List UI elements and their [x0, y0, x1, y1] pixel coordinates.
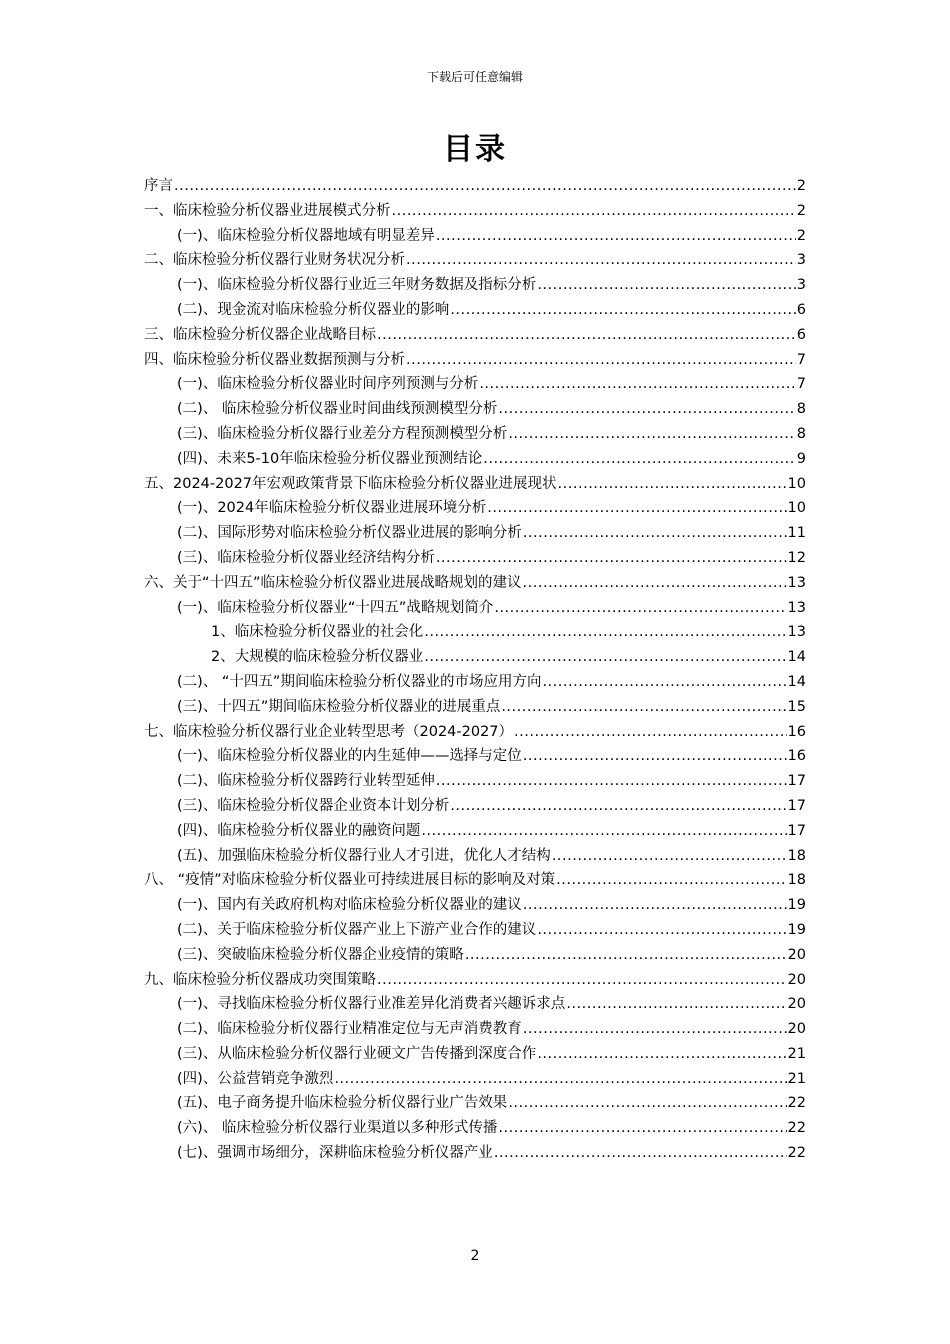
toc-entry-page: 20	[787, 946, 806, 963]
toc-entry-text: (二)、 临床检验分析仪器业时间曲线预测模型分析	[177, 401, 498, 418]
toc-dot-leader	[498, 397, 795, 422]
toc-entry-text: (四)、公益营销竞争激烈	[177, 1070, 334, 1087]
toc-entry-page: 12	[787, 549, 806, 566]
toc-dot-leader	[523, 521, 787, 546]
toc-dot-leader	[537, 1042, 786, 1067]
toc-dot-leader	[479, 372, 795, 397]
toc-entry[interactable]	[144, 943, 806, 968]
toc-entry-text: 1、临床检验分析仪器业的社会化	[211, 624, 424, 641]
toc-entry-text: (二)、国际形势对临床检验分析仪器业进展的影响分析	[177, 525, 522, 542]
toc-dot-leader	[537, 273, 795, 298]
toc-entry-text: (二)、临床检验分析仪器跨行业转型延伸	[177, 773, 435, 790]
toc-entry-text: 五、2024-2027年宏观政策背景下临床检验分析仪器业进展现状	[144, 475, 557, 492]
toc-entry[interactable]	[144, 348, 806, 373]
toc-dot-leader	[501, 695, 786, 720]
toc-entry-text: (三)、临床检验分析仪器业经济结构分析	[177, 549, 435, 566]
toc-dot-leader	[450, 298, 795, 323]
toc-entry-page: 18	[787, 847, 806, 864]
toc-dot-leader	[436, 546, 787, 571]
toc-dot-leader	[334, 1067, 786, 1092]
table-of-contents	[144, 174, 806, 1166]
toc-dot-leader	[392, 199, 796, 224]
toc-title: 目录	[443, 132, 507, 167]
toc-entry-page: 2	[796, 178, 806, 194]
toc-entry-page: 16	[787, 748, 806, 765]
toc-dot-leader	[406, 348, 796, 373]
toc-entry-page: 17	[787, 773, 806, 790]
toc-entry[interactable]	[144, 447, 806, 472]
toc-dot-leader	[424, 620, 786, 645]
toc-dot-leader	[494, 596, 786, 621]
toc-entry[interactable]	[144, 819, 806, 844]
toc-dot-leader	[542, 670, 786, 695]
toc-entry[interactable]	[144, 744, 806, 769]
toc-entry-text: (五)、加强临床检验分析仪器行业人才引进，优化人才结构	[177, 847, 551, 864]
toc-entry-text: 八、 “疫情”对临床检验分析仪器业可持续进展目标的影响及对策	[144, 872, 556, 889]
toc-dot-leader	[566, 992, 786, 1017]
toc-entry[interactable]	[144, 521, 806, 546]
page-header: 下载后可任意编辑	[426, 70, 523, 84]
toc-entry-page: 3	[796, 277, 806, 294]
toc-entry-text: (二)、关于临床检验分析仪器产业上下游产业合作的建议	[177, 921, 537, 938]
toc-entry-text: 一、临床检验分析仪器业进展模式分析	[144, 202, 391, 219]
toc-entry-page: 14	[787, 673, 806, 690]
toc-dot-leader	[483, 447, 796, 472]
toc-entry-text: (一)、临床检验分析仪器行业近三年财务数据及指标分析	[177, 277, 537, 294]
toc-entry-page: 6	[796, 301, 806, 318]
toc-entry-text: 六、关于“十四五”临床检验分析仪器业进展战略规划的建议	[144, 574, 522, 591]
toc-entry-text: (二)、现金流对临床检验分析仪器业的影响	[177, 301, 450, 318]
toc-entry-text: (七)、强调市场细分，深耕临床检验分析仪器产业	[177, 1145, 493, 1162]
toc-entry-text: 四、临床检验分析仪器业数据预测与分析	[144, 351, 405, 368]
toc-entry-page: 7	[796, 351, 806, 368]
toc-entry[interactable]	[144, 1067, 806, 1092]
toc-entry[interactable]	[144, 496, 806, 521]
toc-entry[interactable]	[144, 968, 806, 993]
toc-entry[interactable]	[144, 794, 806, 819]
toc-entry[interactable]	[144, 1141, 806, 1166]
toc-entry-page: 8	[796, 401, 806, 418]
toc-entry-page: 22	[787, 1120, 806, 1137]
toc-entry-text: (四)、未来5-10年临床检验分析仪器业预测结论	[177, 450, 483, 467]
toc-entry[interactable]	[144, 1091, 806, 1116]
toc-entry-page: 15	[787, 698, 806, 715]
toc-entry-text: (五)、电子商务提升临床检验分析仪器行业广告效果	[177, 1095, 508, 1112]
toc-dot-leader	[514, 720, 787, 745]
toc-dot-leader	[523, 571, 787, 596]
toc-entry-page: 17	[787, 797, 806, 814]
toc-entry[interactable]	[144, 670, 806, 695]
toc-entry[interactable]	[144, 1116, 806, 1141]
toc-entry-page: 20	[787, 996, 806, 1013]
toc-entry[interactable]	[144, 472, 806, 497]
toc-dot-leader	[487, 496, 786, 521]
toc-entry-text: (一)、临床检验分析仪器业“十四五”战略规划简介	[177, 599, 494, 616]
toc-dot-leader	[465, 943, 787, 968]
toc-entry-text: 三、临床检验分析仪器企业战略目标	[144, 326, 376, 343]
toc-entry[interactable]	[144, 422, 806, 447]
toc-entry-page: 2	[796, 202, 806, 219]
toc-entry-text: (三)、突破临床检验分析仪器企业疫情的策略	[177, 946, 464, 963]
toc-dot-leader	[406, 248, 796, 273]
toc-entry-text: 序言	[144, 178, 173, 194]
toc-entry-text: (六)、 临床检验分析仪器行业渠道以多种形式传播	[177, 1120, 498, 1137]
toc-entry-text: (三)、从临床检验分析仪器行业硬文广告传播到深度合作	[177, 1045, 537, 1062]
toc-entry-text: (一)、临床检验分析仪器地域有明显差异	[177, 227, 435, 244]
toc-entry[interactable]	[144, 199, 806, 224]
toc-entry-text: (一)、2024年临床检验分析仪器业进展环境分析	[177, 500, 487, 517]
toc-dot-leader	[523, 1017, 787, 1042]
toc-entry[interactable]	[144, 224, 806, 249]
toc-entry-page: 6	[796, 326, 806, 343]
toc-entry-page: 8	[796, 425, 806, 442]
toc-entry-text: (三)、临床检验分析仪器企业资本计划分析	[177, 797, 450, 814]
toc-entry[interactable]	[144, 918, 806, 943]
toc-dot-leader	[558, 472, 787, 497]
toc-entry-text: (一)、寻找临床检验分析仪器行业准差异化消费者兴趣诉求点	[177, 996, 566, 1013]
toc-entry-text: (三)、临床检验分析仪器行业差分方程预测模型分析	[177, 425, 508, 442]
toc-dot-leader	[377, 323, 796, 348]
toc-entry[interactable]	[144, 893, 806, 918]
toc-entry[interactable]	[144, 596, 806, 621]
toc-entry-page: 18	[787, 872, 806, 889]
toc-entry-page: 14	[787, 649, 806, 666]
toc-entry[interactable]	[144, 720, 806, 745]
toc-entry[interactable]	[144, 323, 806, 348]
toc-entry[interactable]	[144, 1017, 806, 1042]
toc-entry-text: (一)、临床检验分析仪器业时间序列预测与分析	[177, 376, 479, 393]
toc-entry[interactable]	[144, 571, 806, 596]
toc-entry[interactable]	[144, 620, 806, 645]
toc-entry-text: 七、临床检验分析仪器行业企业转型思考（2024-2027）	[144, 723, 514, 740]
toc-entry-page: 17	[787, 822, 806, 839]
toc-entry[interactable]	[144, 372, 806, 397]
toc-dot-leader	[508, 422, 795, 447]
toc-entry[interactable]	[144, 992, 806, 1017]
toc-dot-leader	[523, 744, 787, 769]
toc-dot-leader	[494, 1141, 787, 1166]
toc-entry-page: 13	[787, 624, 806, 641]
toc-entry-text: (一)、国内有关政府机构对临床检验分析仪器业的建议	[177, 897, 522, 914]
toc-dot-leader	[450, 794, 786, 819]
toc-entry[interactable]	[144, 695, 806, 720]
toc-entry[interactable]	[144, 248, 806, 273]
toc-entry[interactable]	[144, 546, 806, 571]
toc-entry-page: 11	[787, 525, 806, 542]
toc-entry-text: (二)、临床检验分析仪器行业精准定位与无声消费教育	[177, 1021, 522, 1038]
toc-dot-leader	[421, 819, 786, 844]
toc-dot-leader	[377, 968, 787, 993]
toc-entry-page: 20	[787, 971, 806, 988]
toc-entry-page: 2	[796, 227, 806, 244]
toc-entry-page: 22	[787, 1145, 806, 1162]
toc-entry-text: (四)、临床检验分析仪器业的融资问题	[177, 822, 421, 839]
toc-entry-text: (一)、临床检验分析仪器业的内生延伸——选择与定位	[177, 748, 522, 765]
toc-entry-page: 22	[787, 1095, 806, 1112]
toc-dot-leader	[424, 645, 786, 670]
toc-entry-text: 九、临床检验分析仪器成功突围策略	[144, 971, 376, 988]
toc-entry[interactable]	[144, 174, 806, 199]
toc-dot-leader	[556, 868, 786, 893]
toc-entry-text: (二)、 “十四五”期间临床检验分析仪器业的市场应用方向	[177, 673, 542, 690]
toc-dot-leader	[552, 844, 787, 869]
page-number: 2	[470, 1248, 480, 1264]
toc-entry[interactable]	[144, 645, 806, 670]
toc-entry-page: 13	[787, 599, 806, 616]
toc-dot-leader	[498, 1116, 786, 1141]
toc-entry[interactable]	[144, 868, 806, 893]
toc-entry[interactable]	[144, 273, 806, 298]
toc-entry-page: 19	[787, 921, 806, 938]
toc-dot-leader	[174, 174, 796, 199]
toc-entry[interactable]	[144, 844, 806, 869]
toc-entry[interactable]	[144, 1042, 806, 1067]
toc-entry-text: 2、大规模的临床检验分析仪器业	[211, 649, 424, 666]
toc-entry-text: 二、临床检验分析仪器行业财务状况分析	[144, 252, 405, 269]
toc-dot-leader	[436, 769, 787, 794]
toc-entry[interactable]	[144, 769, 806, 794]
toc-entry-page: 9	[796, 450, 806, 467]
toc-dot-leader	[436, 224, 796, 249]
toc-entry-page: 13	[787, 574, 806, 591]
toc-entry-page: 10	[787, 500, 806, 517]
toc-dot-leader	[523, 893, 787, 918]
toc-entry-page: 3	[796, 252, 806, 269]
toc-entry[interactable]	[144, 397, 806, 422]
toc-entry-page: 21	[787, 1045, 806, 1062]
toc-entry-page: 19	[787, 897, 806, 914]
toc-entry-page: 20	[787, 1021, 806, 1038]
toc-dot-leader	[508, 1091, 786, 1116]
toc-entry-text: (三)、十四五”期间临床检验分析仪器业的进展重点	[177, 698, 501, 715]
toc-dot-leader	[537, 918, 786, 943]
toc-entry-page: 21	[787, 1070, 806, 1087]
toc-entry[interactable]	[144, 298, 806, 323]
toc-entry-page: 16	[787, 723, 806, 740]
toc-entry-page: 7	[796, 376, 806, 393]
toc-entry-page: 10	[787, 475, 806, 492]
